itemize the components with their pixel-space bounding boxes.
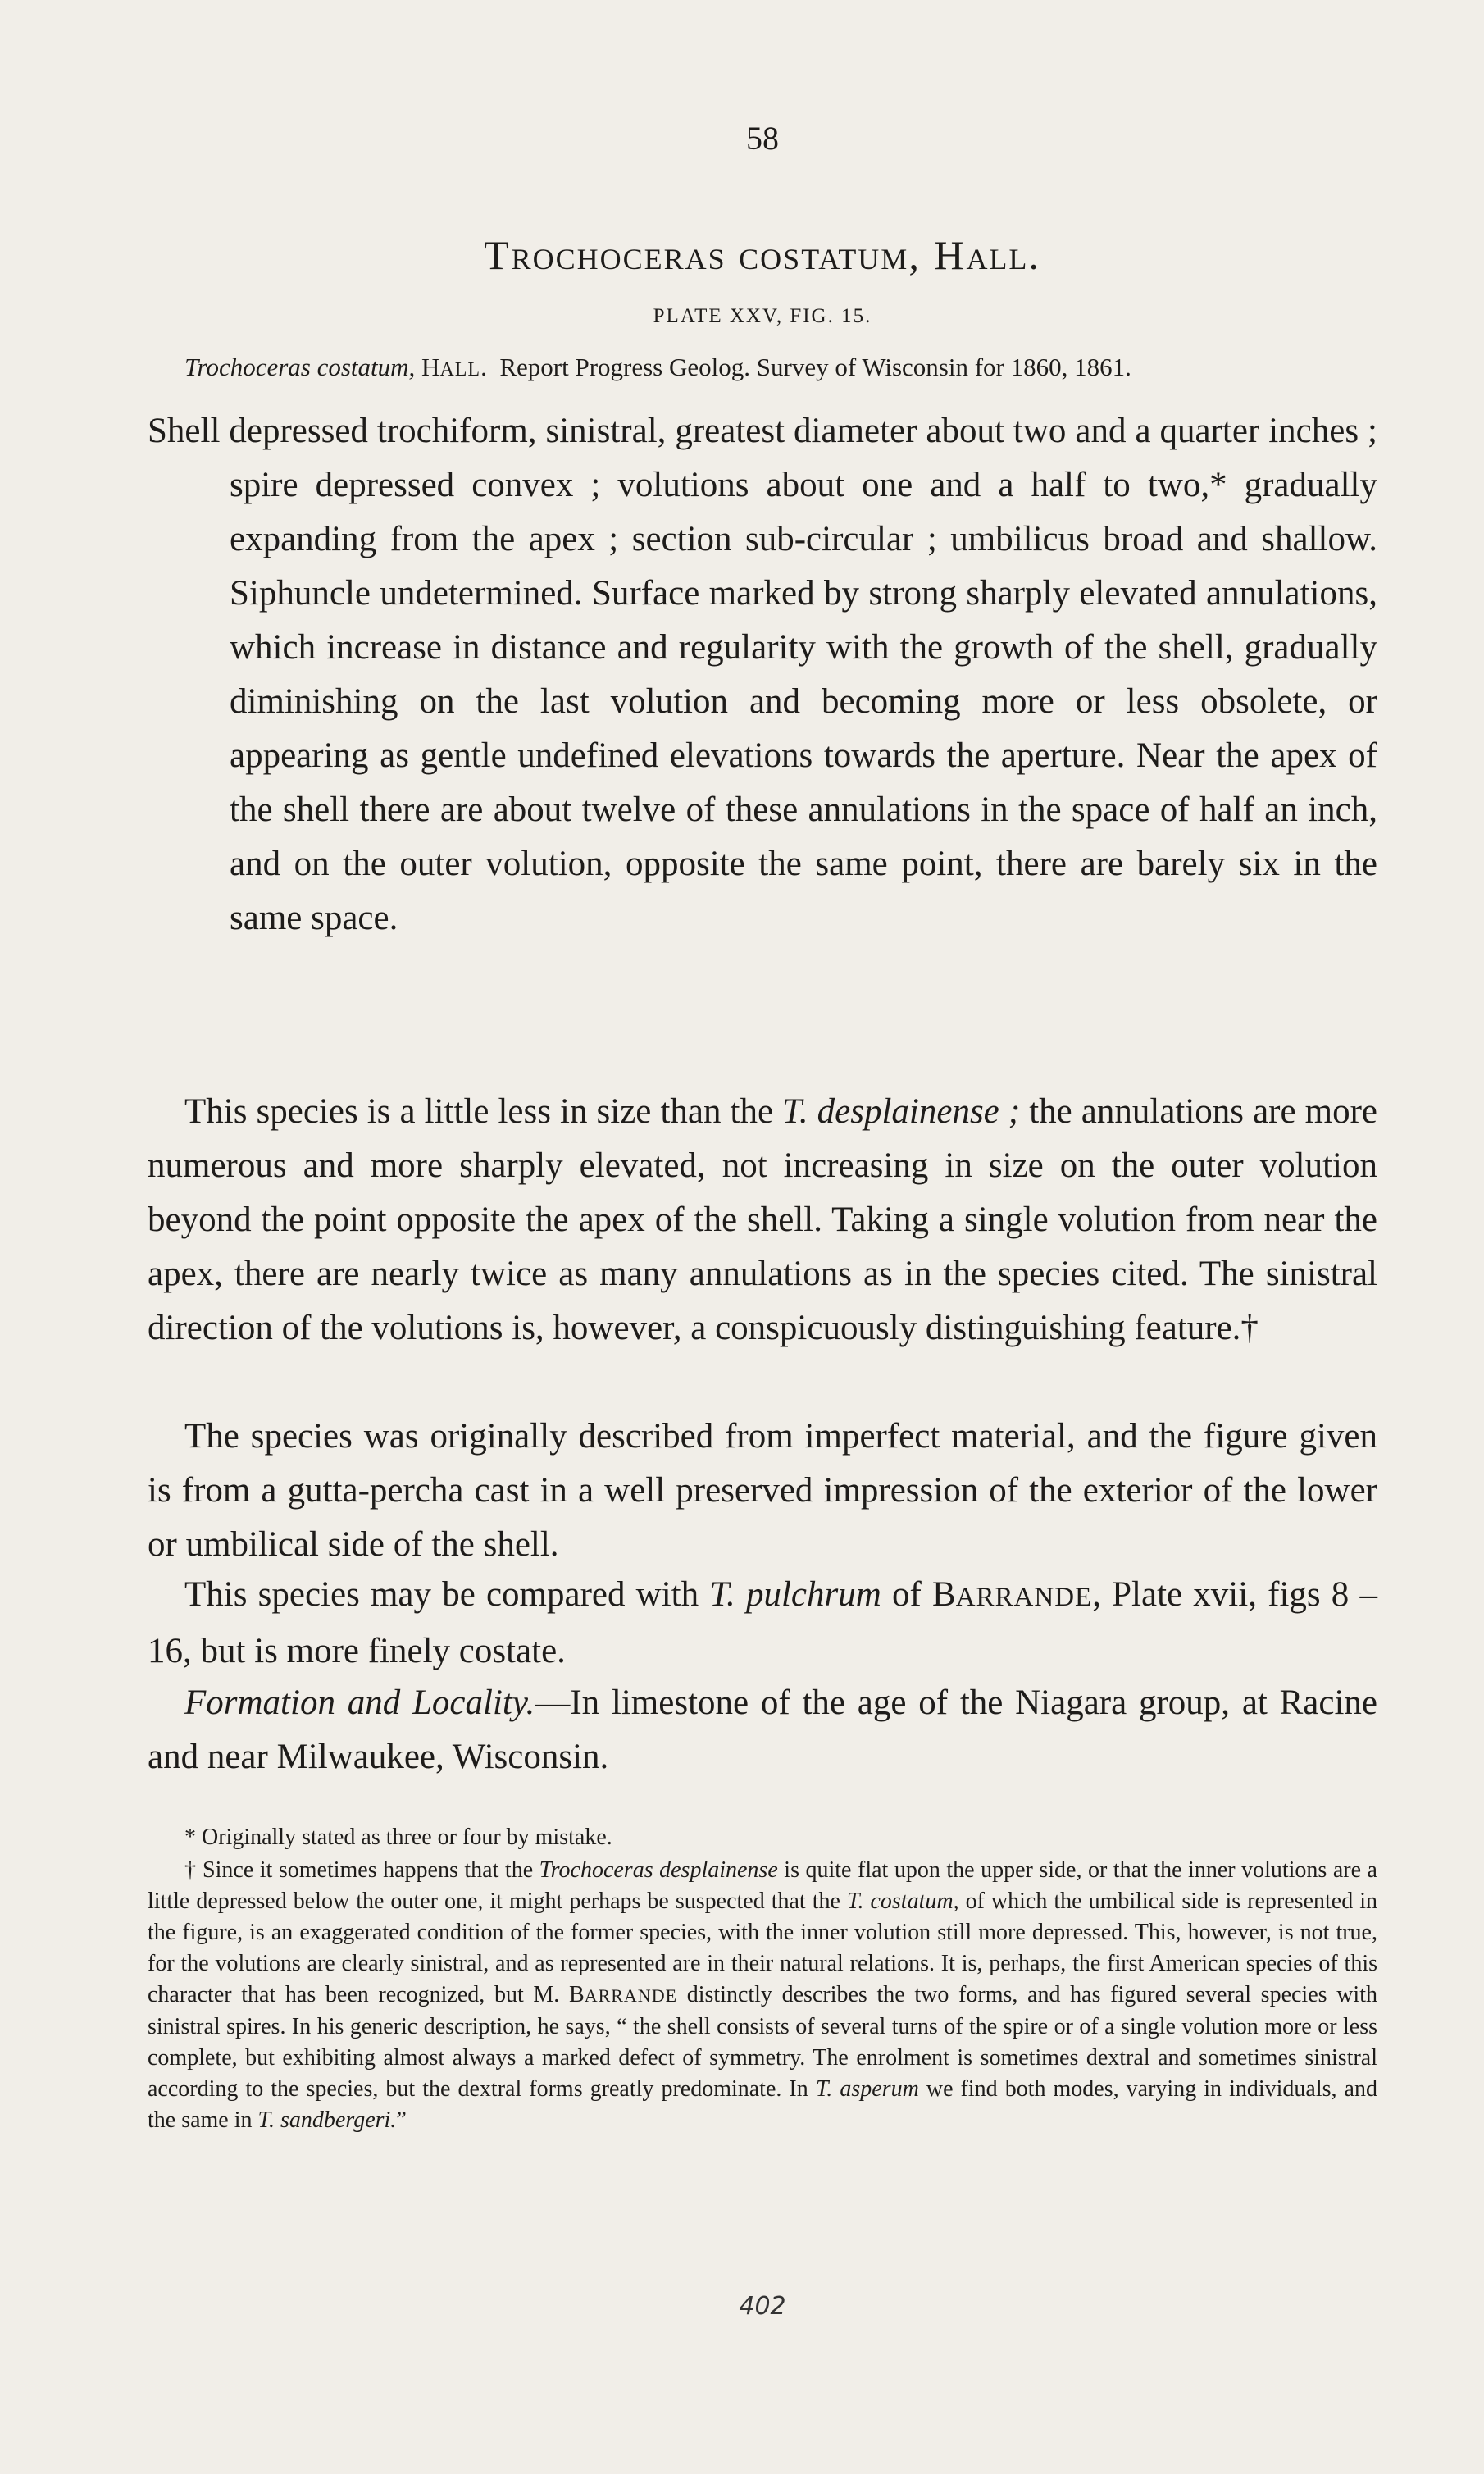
species-description: Shell depressed trochiform, sinistral, greatest diameter about two and a quarter inches ; spire depressed convex ; volutions about one and a half to two,* gradually expanding from the apex ; section sub-circular ; umbilicus broad and shallow. Siphuncle undetermined. Surface marked by strong sharply elevated annulations, which increase in distance and regularity with the growth of the shell, gradually diminishing on the last volution and becoming more or less obsolete, or appearing as gentle undefined elevations towards the aperture. Near the apex of the shell there are about twelve of these annulations in the space of half an inch, and on the outer volution, opposite the same point, there are barely six in the same space. [148,412,1377,937]
bibliographic-reference: Trochoceras costatum, HALL. Report Progress Geolog. Survey of Wisconsin for 1860, 1861. [184,353,1131,381]
barrande-comparison-paragraph: This species may be compared with T. pulchrum of BARRANDE, Plate xvii, figs 8 – 16, but is more finely costate. [148,1575,1377,1670]
species-title: TROCHOCERAS COSTATUM, HALL. [484,232,1041,278]
footnote-dagger: † Since it sometimes happens that the Trochoceras desplainense is quite flat upon the upper side, or that the inner volutions are a little depressed below the outer one, it might perhaps be suspected that the T. costatum, of which the umbilical side is represented in the figure, is an exaggerated condition of the former species, with the inner volution still more depressed. This, however, is not true, for the volutions are clearly sinistral, and as represented are in their natural relations. It is, perhaps, the first American species of this character that has been recognized, but M. BARRANDE distinctly describes the two forms, and has figured several species with sinistral spires. In his generic description, he says, “ the shell consists of several turns of the spire or of a single volution more or less complete, but exhibiting almost always a marked defect of symmetry. The enrolment is sometimes dextral and sometimes sinistral according to the species, but the dextral forms greatly predominate. In T. asperum we find both modes, varying in individuals, and the same in T. sandbergeri.” [148,1857,1377,2133]
footnote-asterisk: * Originally stated as three or four by mistake. [184,1825,612,1850]
plate-reference: PLATE XXV, FIG. 15. [653,305,872,327]
formation-locality-paragraph: Formation and Locality.—In limestone of the age of the Niagara group, at Racine and near Milwaukee, Wisconsin. [148,1684,1378,1776]
material-paragraph: The species was originally described from imperfect material, and the figure given is from a gutta-percha cast in a well preserved impression of the exterior of the lower or umbilical side of the shell. [148,1417,1377,1564]
comparison-paragraph: This species is a little less in size than the T. desplainense ; the annulations are more numerous and more sharply elevated, not increasing in size on the outer volution beyond the point opposite the apex of the shell. Taking a single volution from near the apex, there are nearly twice as many annulations as in the species cited. The sinistral direction of the volutions is, however, a conspicuously distinguishing feature.† [148,1092,1377,1347]
page-number: 58 [746,120,779,157]
handwritten-page-note: 402 [739,2292,786,2321]
footnotes [148,1822,1377,2138]
